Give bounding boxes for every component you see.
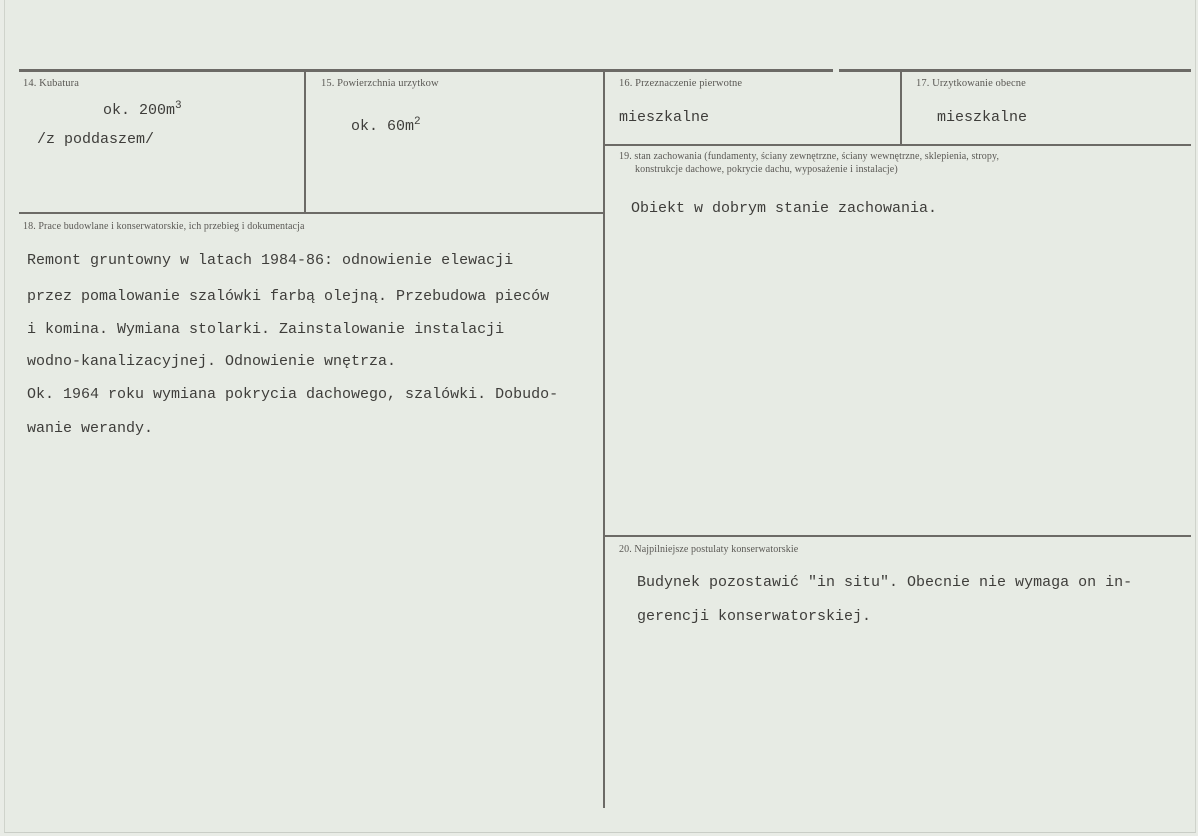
divider-16-17	[900, 72, 902, 144]
field-18-line: wodno-kanalizacyjnej. Odnowienie wnętrza.	[27, 353, 397, 370]
field-17-label: 17. Urzytkowanie obecne	[916, 78, 1026, 89]
field-14-label: 14. Kubatura	[23, 78, 80, 89]
top-rule-right	[839, 69, 1191, 72]
field-19-label-line2: konstrukcje dachowe, pokrycie dachu, wyposażenie i instalacje)	[635, 164, 898, 175]
field-18-label: 18. Prace budowlane i konserwatorskie, ich przebieg i dokumentacja	[23, 221, 305, 232]
field-15-value	[351, 116, 421, 135]
field-18-line: Remont gruntowny w latach 1984-86: odnowienie elewacji	[27, 252, 514, 269]
field-15-value-sup: 2	[414, 116, 421, 128]
field-18-line: wanie werandy.	[27, 420, 154, 437]
field-15-value-text: ok. 60m	[351, 118, 415, 135]
divider-below-16-17	[605, 144, 1191, 146]
field-18-line: i komina. Wymiana stolarki. Zainstalowanie instalacji	[27, 321, 505, 338]
divider-main-vertical	[603, 72, 605, 808]
divider-above-20	[605, 535, 1191, 537]
field-16-value: mieszkalne	[619, 109, 710, 126]
field-20-label: 20. Najpilniejsze postulaty konserwatorskie	[619, 544, 799, 555]
field-14-value-text: ok. 200m	[103, 102, 176, 119]
field-14-value-sup: 3	[175, 100, 182, 112]
top-rule-left	[19, 69, 833, 72]
field-18-line: przez pomalowanie szalówki farbą olejną. Przebudowa pieców	[27, 288, 550, 305]
field-16-label: 16. Przeznaczenie pierwotne	[619, 78, 743, 89]
field-14-value	[103, 100, 182, 119]
field-17-value: mieszkalne	[937, 109, 1028, 126]
field-15-label: 15. Powierzchnia urzytkow	[321, 78, 439, 89]
record-card	[4, 0, 1196, 833]
field-18-line: Ok. 1964 roku wymiana pokrycia dachowego, szalówki. Dobudo-	[27, 386, 559, 403]
field-14-note: /z poddaszem/	[37, 131, 155, 148]
field-20-line: gerencji konserwatorskiej.	[637, 608, 872, 625]
field-19-value: Obiekt w dobrym stanie zachowania.	[631, 200, 938, 217]
divider-14-15	[304, 72, 306, 212]
field-19-label-line1: 19. stan zachowania (fundamenty, ściany zewnętrzne, ściany wewnętrzne, sklepienia, stropy,	[619, 151, 1000, 162]
divider-below-14-15	[19, 212, 605, 214]
field-20-line: Budynek pozostawić "in situ". Obecnie nie wymaga on in-	[637, 574, 1133, 591]
